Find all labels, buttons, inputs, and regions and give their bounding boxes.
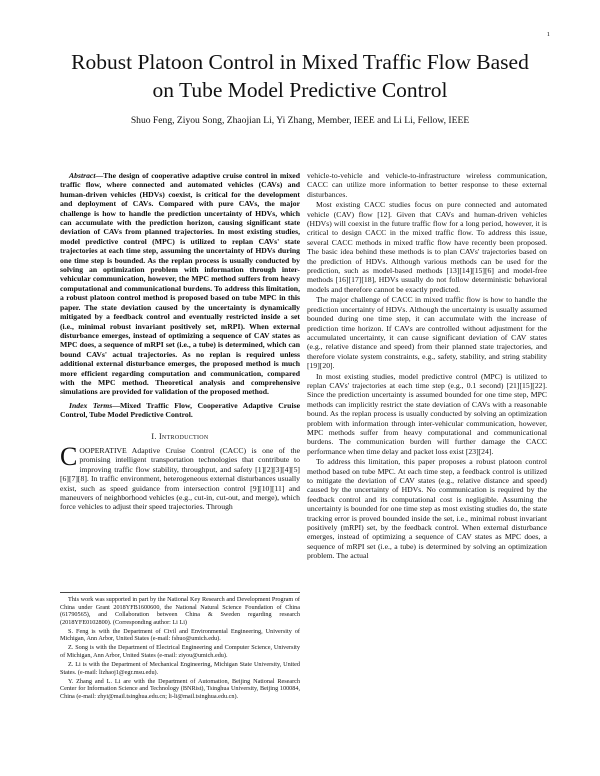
footnotes bbox=[60, 592, 300, 702]
index-terms-label: Index Terms bbox=[69, 400, 113, 410]
footnote-funding: This work was supported in part by the National Key Research and Development Program of China under Grant 2018YFB1600600, the National Natural Science Foundation of China (61790565), and Collaboration between China & Sweden regarding research (2018YFE0102800). (Corresponding author: Li Li) bbox=[60, 596, 300, 626]
body-paragraph: The major challenge of CACC in mixed traffic flow is how to handle the prediction uncertainty of HDVs. Although the uncertainty is usually assumed bounded during one time step, it can accumulate with the increase of prediction time horizon. If CAVs are controlled without adjustment for the accumulated uncertainty, it can cause significant deviation of CAV states (e.g., relative distance and speed) from their planned state trajectories, and therefore violate system constraints, e.g., safety, stability, and string stability [19][20]. bbox=[307, 295, 547, 371]
intro-text: Adaptive Cruise Control (CACC) is one of the promising intelligent transportation technologies that contribute to improving traffic flow stability, throughput, and safety [1][2][3][4][5][6][7][8]. In traffic environment, heterogeneous external disturbances usually exist, such as speed guidance from intersection control [9][10][11] and maneuvers of neighborhood vehicles (e.g., cut-in, cut-out, and merge), which force vehicles to adjust their speed trajectories. Through bbox=[60, 445, 300, 512]
footnote-author: Y. Zhang and L. Li are with the Department of Automation, Beijing National Research Center for Information Science and Technology (BNRist), Tsinghua University, Beijing 100084, China (e-mail: zhyi@mail.tsinghua.edu.cn; li-li@mail.tsinghua.edu.cn). bbox=[60, 677, 300, 700]
footnote-author: Z. Li is with the Department of Mechanical Engineering, Michigan State University, United States. (e-mail: lizhaoj1@egr.msu.edu). bbox=[60, 660, 300, 676]
index-terms-text: —Mixed Traffic Flow, Cooperative Adaptive Cruise Control, Tube Model Predictive Control. bbox=[60, 400, 300, 420]
left-column bbox=[60, 171, 300, 512]
dropcap-letter: C bbox=[60, 441, 78, 471]
paper-title: Robust Platoon Control in Mixed Traffic Flow Based on Tube Model Predictive Control bbox=[71, 50, 529, 102]
index-terms bbox=[60, 401, 300, 420]
page-number: 1 bbox=[546, 31, 550, 38]
footnote-author: Z. Song is with the Department of Electrical Engineering and Computer Science, University of Michigan, Ann Arbor, United States (e-mail: ziyou@umich.edu). bbox=[60, 644, 300, 659]
footnote-author: S. Feng is with the Department of Civil and Environmental Engineering, University of Michigan, Ann Arbor, United States (e-mail: fshuo@umich.edu). bbox=[60, 627, 300, 643]
intro-first-word: OOPERATIVE bbox=[79, 445, 127, 455]
body-paragraph: vehicle-to-vehicle and vehicle-to-infrastructure wireless communication, CACC can utilize more information to better response to these external disturbances. bbox=[307, 171, 547, 199]
abstract bbox=[60, 171, 300, 397]
abstract-text: —The design of cooperative adaptive cruise control in mixed traffic flow, where connected and automated vehicles (CAVs) and human-driven vehicles (HDVs) coexist, is critical for the development and deployment of CAVs. Compared with pure CAVs, the major challenge is how to handle the prediction uncertainty of HDVs, which can accumulate with the prediction horizon, causing significant state deviation of CAVs from planned trajectories. In most existing studies, model predictive control (MPC) is utilized to replan CAVs' state trajectories at each time step, assuming the uncertainty of HDVs during one time step is bounded. As the replan process is usually conducted by solving an optimization problem with information through inter-vehicular communication, however, the MPC method suffers from heavy computational and communicational burdens. To address this limitation, a robust platoon control method is proposed based on tube MPC in this paper. The state deviation caused by the uncertainty is dynamically mitigated by a feedback control and eventually restricted inside a set (i.e., minimal robust invariant positively set, mRPI). When external disturbance emerges, instead of optimizing a sequence of CAV states as MPC does, a sequence of mRPI set (i.e., a tube) is determined, which can bound CAVs' actual trajectories. As no replan is required unless additional external disturbance emerges, the proposed method is much more efficient regarding computation and communication, compared with the MPC method. Theoretical analysis and comprehensive simulations are provided for validation of the proposed method. bbox=[60, 171, 300, 397]
paper-authors: Shuo Feng, Ziyou Song, Zhaojian Li, Yi Zhang, Member, IEEE and Li Li, Fellow, IEEE bbox=[130, 115, 470, 126]
body-paragraph: Most existing CACC studies focus on pure connected and automated vehicle (CAV) flow [12]. Given that CAVs and human-driven vehicles (HDVs) will coexist in the future traffic flow for a long period, however, it is critical to design CACC in the mixed traffic flow. To address this issue, several CACC methods in mixed traffic flow have recently been proposed. The basic idea behind these methods is to plan CAVs' trajectories based on the prediction of HDVs. Although various methods can be used for the prediction, such as model-based methods [13][14][15][6] and model-free methods [16][17][18], HDVs usually do not follow deterministic behavioral models and therefore cannot be exactly predicted. bbox=[307, 200, 547, 294]
section-title-introduction: I. Introduction bbox=[151, 431, 209, 441]
abstract-label: Abstract bbox=[69, 171, 96, 180]
intro-paragraph bbox=[60, 441, 300, 512]
body-paragraph: In most existing studies, model predictive control (MPC) is utilized to replan CAVs' trajectories at each time step (e.g., 0.1 second) [21][15][22]. Since the prediction uncertainty is assumed bounded for one time step, MPC methods can implicitly restrict the state deviation of CAVs with a reasonable bound. As the replan process is usually conducted by solving an optimization problem with information through inter-vehicular communication, however, MPC methods suffer from heavy computational and communicational burdens. The communication burden will further damage the CACC performance when time delay and packet loss exist [23][24]. bbox=[307, 371, 547, 456]
body-paragraph: To address this limitation, this paper proposes a robust platoon control method based on tube MPC. At each time step, a feedback control is utilized to mitigate the deviation of CAV states (e.g., relative distance and speed) caused by the uncertainty of HDVs. No communication is required by the feedback control and its computational cost is negligible. Assuming the uncertainty is bounded for one time step as most existing studies do, the state tracking error is proved bounded inside the set, i.e., minimal robust invariant positively (mRPI) set, by the feedback control. When external disturbance emerges, instead of optimizing a sequence of CAV states as MPC does, a sequence of mRPI set (i.e., a tube) is determined by solving an optimization problem. The actual bbox=[307, 457, 547, 561]
right-column bbox=[307, 171, 547, 562]
